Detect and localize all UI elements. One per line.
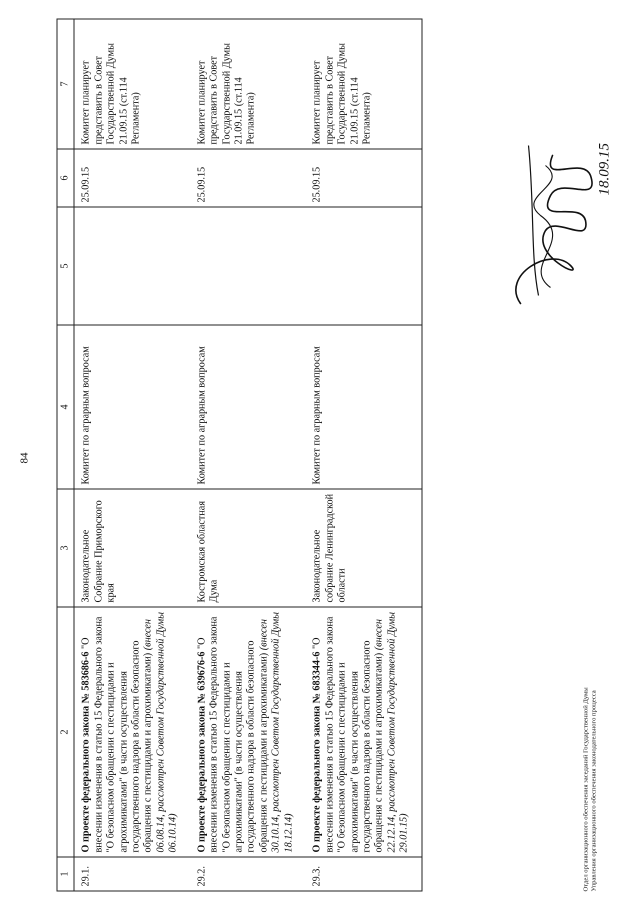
column-header: 5 [57,207,74,325]
date: 25.09.15 [305,149,421,207]
signature [490,115,620,315]
column-header: 1 [57,857,74,891]
initiator: Костромская областная Дума [190,489,306,607]
remark: Комитет планирует представить в Совет Государственной Думы 21.09.15 (ст.114 Регламента) [74,19,190,149]
column-5-cell [74,207,190,325]
bill-note: (внесен 30.10.14, рассмотрен Советом Государственной Думы 18.12.14) [257,611,294,852]
committee: Комитет по аграрным вопросам [74,325,190,489]
column-5-cell [305,207,421,325]
row-number: 29.3. [305,857,421,891]
bill-cell [305,607,421,857]
column-header: 2 [57,607,74,857]
committee: Комитет по аграрным вопросам [305,325,421,489]
bill-text: "О внесении изменения в статью 15 Федерального закона "О безопасном обращении с пестицидами и агрохимикатами" (в части осуществления государственного надзора в области безопасного обращения с пестицидами и агрохимикатами) [80,616,154,852]
bill-text: "О внесении изменения в статью 15 Федерального закона "О безопасном обращении с пестицидами и агрохимикатами" (в части осуществления государственного надзора в области безопасного обращения с пестицидами и агрохимикатами) [311,616,385,852]
column-header: 4 [57,325,74,489]
initiator: Законодательное Собрание Приморского края [74,489,190,607]
initiator: Законодательное собрание Ленинградской области [305,489,421,607]
date: 25.09.15 [190,149,306,207]
bill-text: "О внесении изменения в статью 15 Федерального закона "О безопасном обращении с пестицидами и агрохимикатами" (в части осуществления государственного надзора в области безопасного обращения с пестицидами и агрохимикатами) [195,616,269,852]
footer-line: Отдел организационного обеспечения заседаний Государственной Думы [582,686,589,891]
page-number: 84 [18,452,30,463]
bills-table [56,18,422,891]
bill-note: (внесен 22.12.14, рассмотрен Советом Государственной Думы 29.01.15) [373,611,410,852]
column-header: 3 [57,489,74,607]
committee: Комитет по аграрным вопросам [190,325,306,489]
bill-title: О проекте федерального закона № 639676-6 [195,651,207,852]
remark: Комитет планирует представить в Совет Государственной Думы 21.09.15 (ст.114 Регламента) [190,19,306,149]
remark: Комитет планирует представить в Совет Государственной Думы 21.09.15 (ст.114 Регламента) [305,19,421,149]
bill-cell [74,607,190,857]
column-header: 6 [57,149,74,207]
row-number: 29.1. [74,857,190,891]
footer [582,571,598,891]
bill-cell [190,607,306,857]
signature-date: 18.09.15 [596,142,612,195]
bill-title: О проекте федерального закона № 683344-6 [311,651,323,852]
date: 25.09.15 [74,149,190,207]
table-row [190,19,306,891]
bill-title: О проекте федерального закона № 583686-6 [80,651,92,852]
footer-line: Управления организационного обеспечения законодательного процесса [590,689,598,891]
column-5-cell [190,207,306,325]
table-header-row [57,19,74,891]
table-row [305,19,421,891]
bill-note: (внесен 06.08.14, рассмотрен Советом Государственной Думы 06.10.14) [142,611,179,852]
column-header: 7 [57,19,74,149]
table-row [74,19,190,891]
row-number: 29.2. [190,857,306,891]
